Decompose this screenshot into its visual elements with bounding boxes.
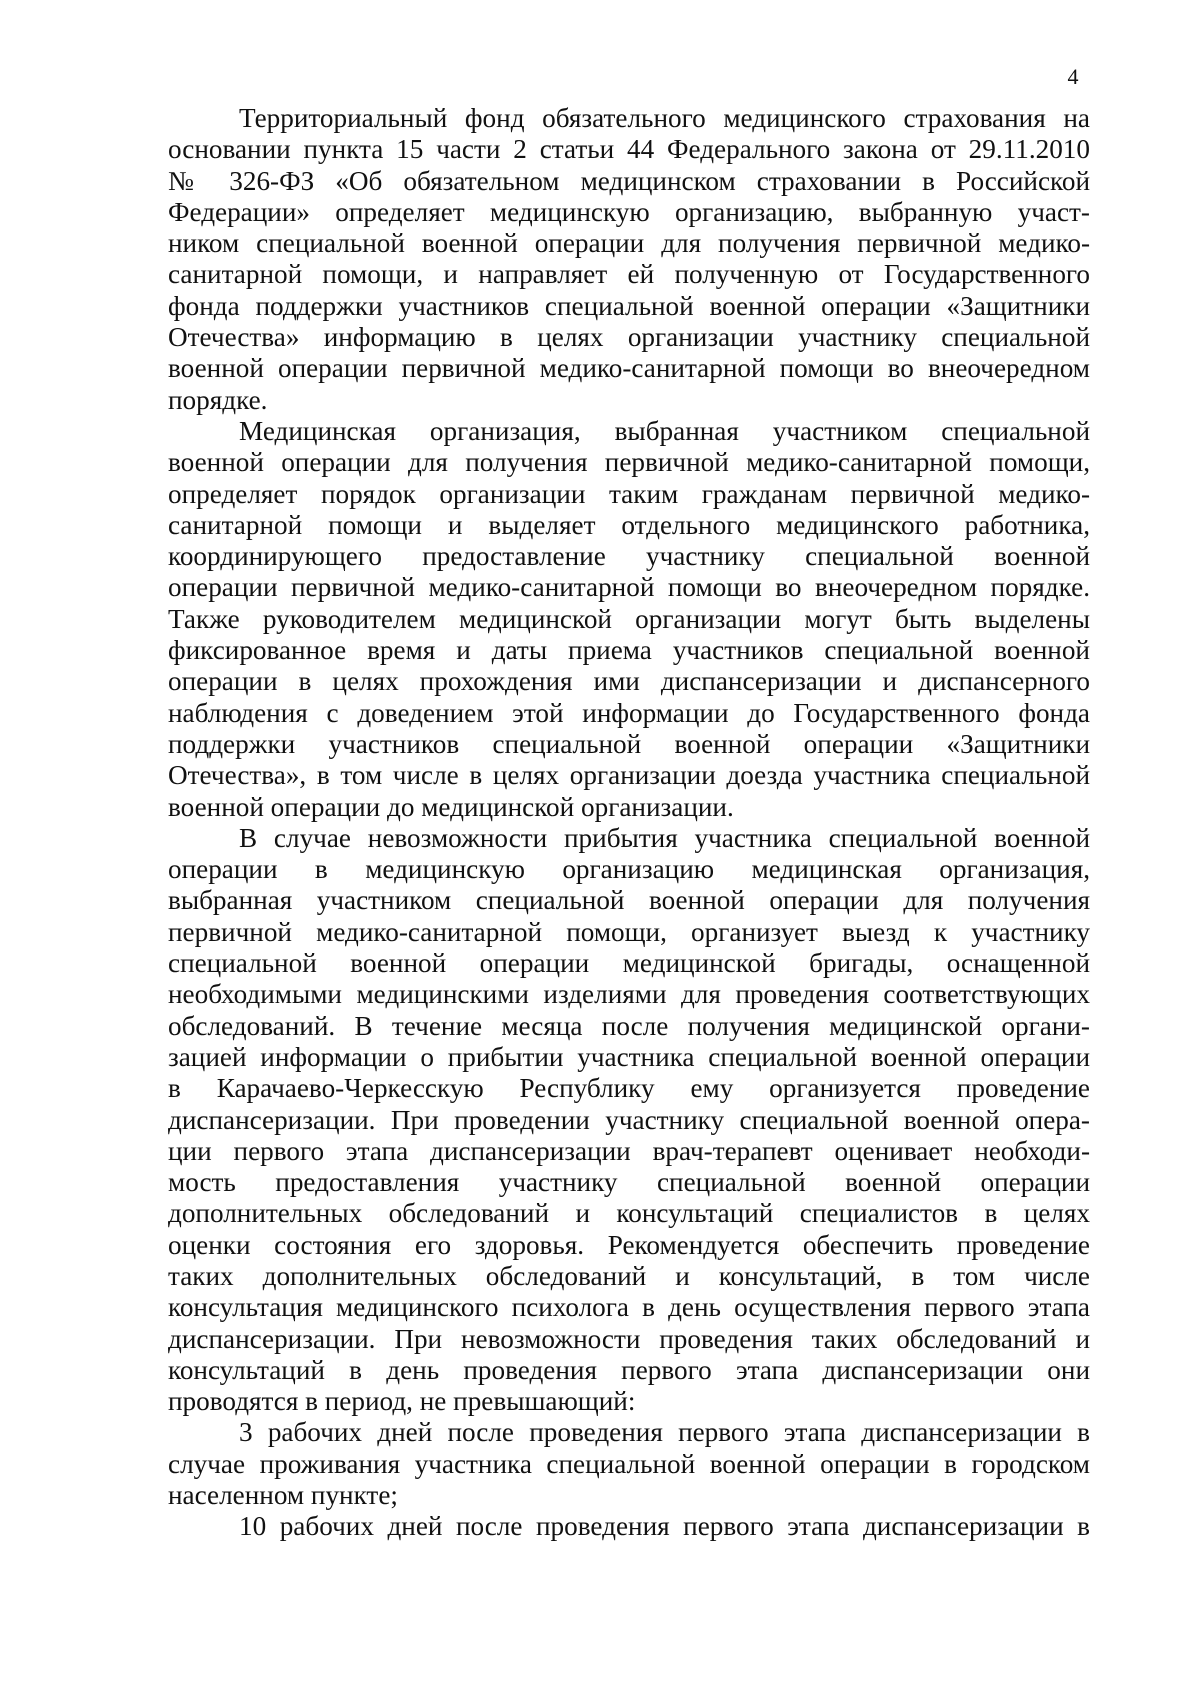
text-line: случае проживания участника специальной военной операции в городском [168,1448,1090,1479]
text-line: военной операции для получения первичной медико-санитарной помощи, [168,447,1090,478]
text-line: оценки состояния его здоровья. Рекомендуется обеспечить проведение [168,1229,1090,1260]
text-line: основании пункта 15 части 2 статьи 44 Федерального закона от 29.11.2010 [168,134,1090,165]
text-line: населенном пункте; [168,1480,398,1511]
page-number: 4 [1067,64,1079,89]
text-line: 3 рабочих дней после проведения первого этапа диспансеризации в [239,1417,1090,1448]
text-line: в Карачаево-Черкесскую Республику ему организуется проведение [168,1073,1090,1104]
text-line: Территориальный фонд обязательного медицинского страхования на [239,103,1090,133]
text-line: № 326-ФЗ «Об обязательном медицинском страховании в Российской [168,165,1090,196]
text-line: фиксированное время и даты приема участников специальной военной [168,635,1090,666]
text-line: консультаций в день проведения первого этапа диспансеризации они [168,1354,1090,1385]
text-line: Также руководителем медицинской организации могут быть выделены [168,603,1090,634]
text-line: специальной военной операции медицинской бригады, оснащенной [168,948,1090,979]
text-line: ции первого этапа диспансеризации врач-терапевт оценивает необходи- [168,1135,1090,1166]
text-line: 10 рабочих дней после проведения первого этапа диспансеризации в [239,1511,1090,1542]
text-line: санитарной помощи и выделяет отдельного медицинского работника, [168,509,1090,540]
text-line: Медицинская организация, выбранная участником специальной [239,415,1090,446]
text-line: выбранная участником специальной военной операции для получения [168,885,1090,916]
text-line: проводятся в период, не превышающий: [168,1386,636,1417]
text-line: поддержки участников специальной военной операции «Защитники [168,728,1090,759]
text-line: операции в медицинскую организацию медицинская организация, [168,854,1090,885]
text-line: военной операции до медицинской организации. [168,791,734,822]
text-line: первичной медико-санитарной помощи, организует выезд к участнику [168,916,1090,947]
text-line: военной операции первичной медико-санитарной помощи во внеочередном [168,353,1090,384]
text-line: Отечества» информацию в целях организации участнику специальной [168,322,1090,353]
text-line: обследований. В течение месяца после получения медицинской органи- [168,1010,1090,1041]
text-line: Федерации» определяет медицинскую организацию, выбранную участ- [168,196,1090,227]
text-line: зацией информации о прибытии участника специальной военной операции [168,1041,1090,1072]
text-line: координирующего предоставление участнику специальной военной [168,541,1090,572]
text-line: Отечества», в том числе в целях организации доезда участника специальной [168,760,1090,791]
text-line: ником специальной военной операции для получения первичной медико- [168,228,1090,259]
text-line: наблюдения с доведением этой информации до Государственного фонда [168,697,1090,728]
text-line: необходимыми медицинскими изделиями для проведения соответствующих [168,979,1090,1010]
text-line: операции первичной медико-санитарной помощи во внеочередном порядке. [168,572,1090,603]
text-line: фонда поддержки участников специальной военной операции «Защитники [168,290,1090,321]
text-line: консультация медицинского психолога в день осуществления первого этапа [168,1292,1090,1323]
text-line: таких дополнительных обследований и консультаций, в том числе [168,1260,1090,1291]
document-body [168,103,1090,1543]
text-line: санитарной помощи, и направляет ей полученную от Государственного [168,259,1090,290]
text-line: диспансеризации. При проведении участнику специальной военной опера- [168,1104,1090,1135]
text-line: диспансеризации. При невозможности проведения таких обследований и [168,1323,1090,1354]
text-line: мость предоставления участнику специальной военной операции [168,1167,1090,1198]
text-line: дополнительных обследований и консультаций специалистов в целях [168,1198,1090,1229]
text-line: определяет порядок организации таким гражданам первичной медико- [168,478,1090,509]
text-line: порядке. [168,384,268,415]
text-line: операции в целях прохождения ими диспансеризации и диспансерного [168,666,1090,697]
text-line: В случае невозможности прибытия участника специальной военной [239,822,1090,853]
